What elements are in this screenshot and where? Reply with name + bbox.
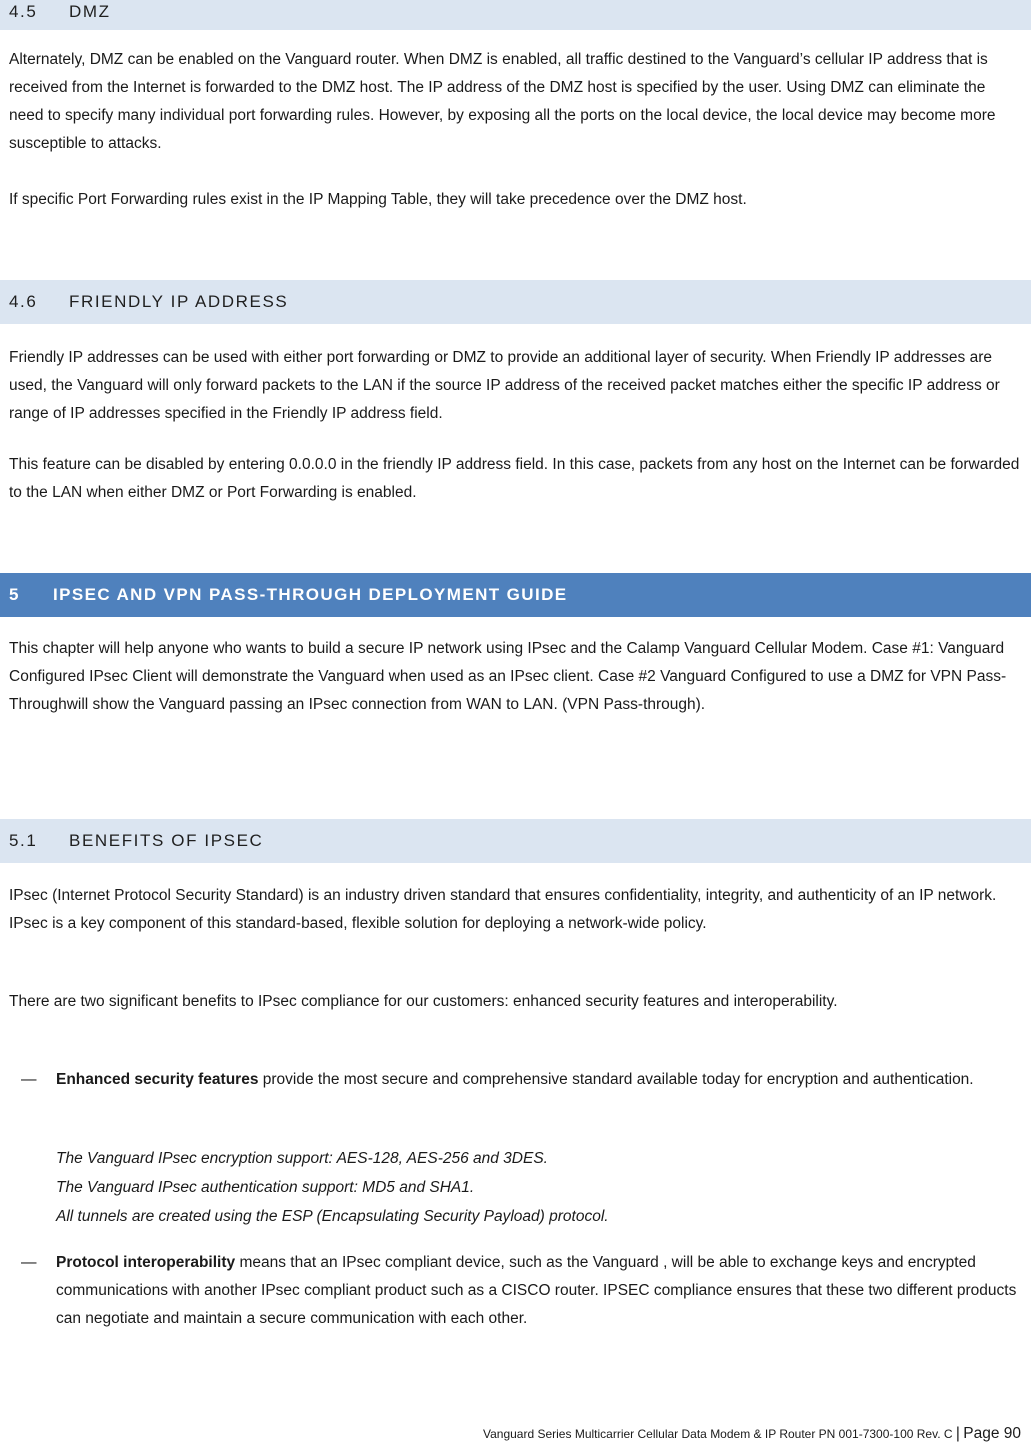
paragraph-friendly-ip-disable: This feature can be disabled by entering 0.0.0.0 in the friendly IP address field. In this case, packets from any host on the Internet can be forwarded to the LAN when either DMZ or Port Forwarding is enabled.: [9, 456, 1020, 501]
bullet-lead: Protocol interoperability: [56, 1254, 236, 1271]
bullet-body: [56, 1066, 1021, 1094]
italic-note-esp: All tunnels are created using the ESP (Encapsulating Security Payload) protocol.: [56, 1208, 609, 1225]
section-number: 4.5: [9, 2, 38, 21]
section-heading-friendly-ip: [0, 280, 1031, 324]
italic-note-authentication: The Vanguard IPsec authentication support: MD5 and SHA1.: [56, 1179, 475, 1196]
section-heading-benefits: [0, 819, 1031, 863]
bullet-dash: —: [21, 1071, 37, 1088]
section-title: BENEFITS OF IPSEC: [69, 831, 264, 850]
section-heading-dmz: [0, 0, 1031, 30]
italic-note-encryption: The Vanguard IPsec encryption support: AES-128, AES-256 and 3DES.: [56, 1150, 548, 1167]
paragraph-dmz-description: Alternately, DMZ can be enabled on the Vanguard router. When DMZ is enabled, all traffic destined to the Vanguard’s cellular IP address that is received from the Internet is forwarded to the DMZ host. The IP address of the DMZ host is specified by the user. Using DMZ can eliminate the need to specify many individual port forwarding rules. However, by exposing all the ports on the local device, the local device may become more susceptible to attacks.: [9, 51, 996, 152]
paragraph-dmz-precedence: If specific Port Forwarding rules exist in the IP Mapping Table, they will take precedence over the DMZ host.: [9, 191, 747, 208]
section-number: 5.1: [9, 831, 38, 850]
paragraph-friendly-ip-description: Friendly IP addresses can be used with either port forwarding or DMZ to provide an additional layer of security. When Friendly IP addresses are used, the Vanguard will only forward packets to the LAN if the source IP address of the received packet matches either the specific IP address or range of IP addresses specified in the Friendly IP address field.: [9, 349, 1000, 422]
paragraph-ipsec-benefits: There are two significant benefits to IPsec compliance for our customers: enhanced security features and interoperability.: [9, 993, 838, 1010]
page-footer: [483, 1425, 1021, 1443]
paragraph-ipsec-definition: IPsec (Internet Protocol Security Standard) is an industry driven standard that ensures confidentiality, integrity, and authenticity of an IP network. IPsec is a key component of this standard-based, flexible solution for deploying a network-wide policy.: [9, 887, 997, 932]
section-title: FRIENDLY IP ADDRESS: [69, 292, 289, 311]
section-title: DMZ: [69, 2, 111, 21]
bullet-dash: —: [21, 1254, 37, 1271]
chapter-heading-ipsec: [0, 573, 1031, 617]
footer-page-number: Page 90: [963, 1425, 1021, 1442]
bullet-lead: Enhanced security features: [56, 1071, 259, 1088]
bullet-text: provide the most secure and comprehensive standard available today for encryption and authentication.: [258, 1071, 974, 1088]
paragraph-ipsec-intro: This chapter will help anyone who wants to build a secure IP network using IPsec and the Calamp Vanguard Cellular Modem. Case #1: Vanguard Configured IPsec Client will demonstrate the Vanguard when used as an IPsec client. Case #2 Vanguard Configured to use a DMZ for VPN Pass-Throughwill show the Vanguard passing an IPsec connection from WAN to LAN. (VPN Pass-through).: [9, 640, 1007, 713]
chapter-number: 5: [9, 585, 20, 604]
bullet-body: [56, 1249, 1021, 1333]
section-number: 4.6: [9, 292, 38, 311]
footer-document-title: Vanguard Series Multicarrier Cellular Data Modem & IP Router PN 001-7300-100 Rev. C: [482, 1427, 953, 1441]
footer-separator: |: [955, 1425, 960, 1442]
bullet-text: means that an IPsec compliant device, such as the Vanguard , will be able to exchange keys and encrypted communications with another IPsec compliant product such as a CISCO router. IPSEC compliance ensures that these two different products can negotiate and maintain a secure communication with each other.: [56, 1254, 1017, 1327]
chapter-title: IPSEC AND VPN PASS-THROUGH DEPLOYMENT GUIDE: [53, 585, 568, 604]
